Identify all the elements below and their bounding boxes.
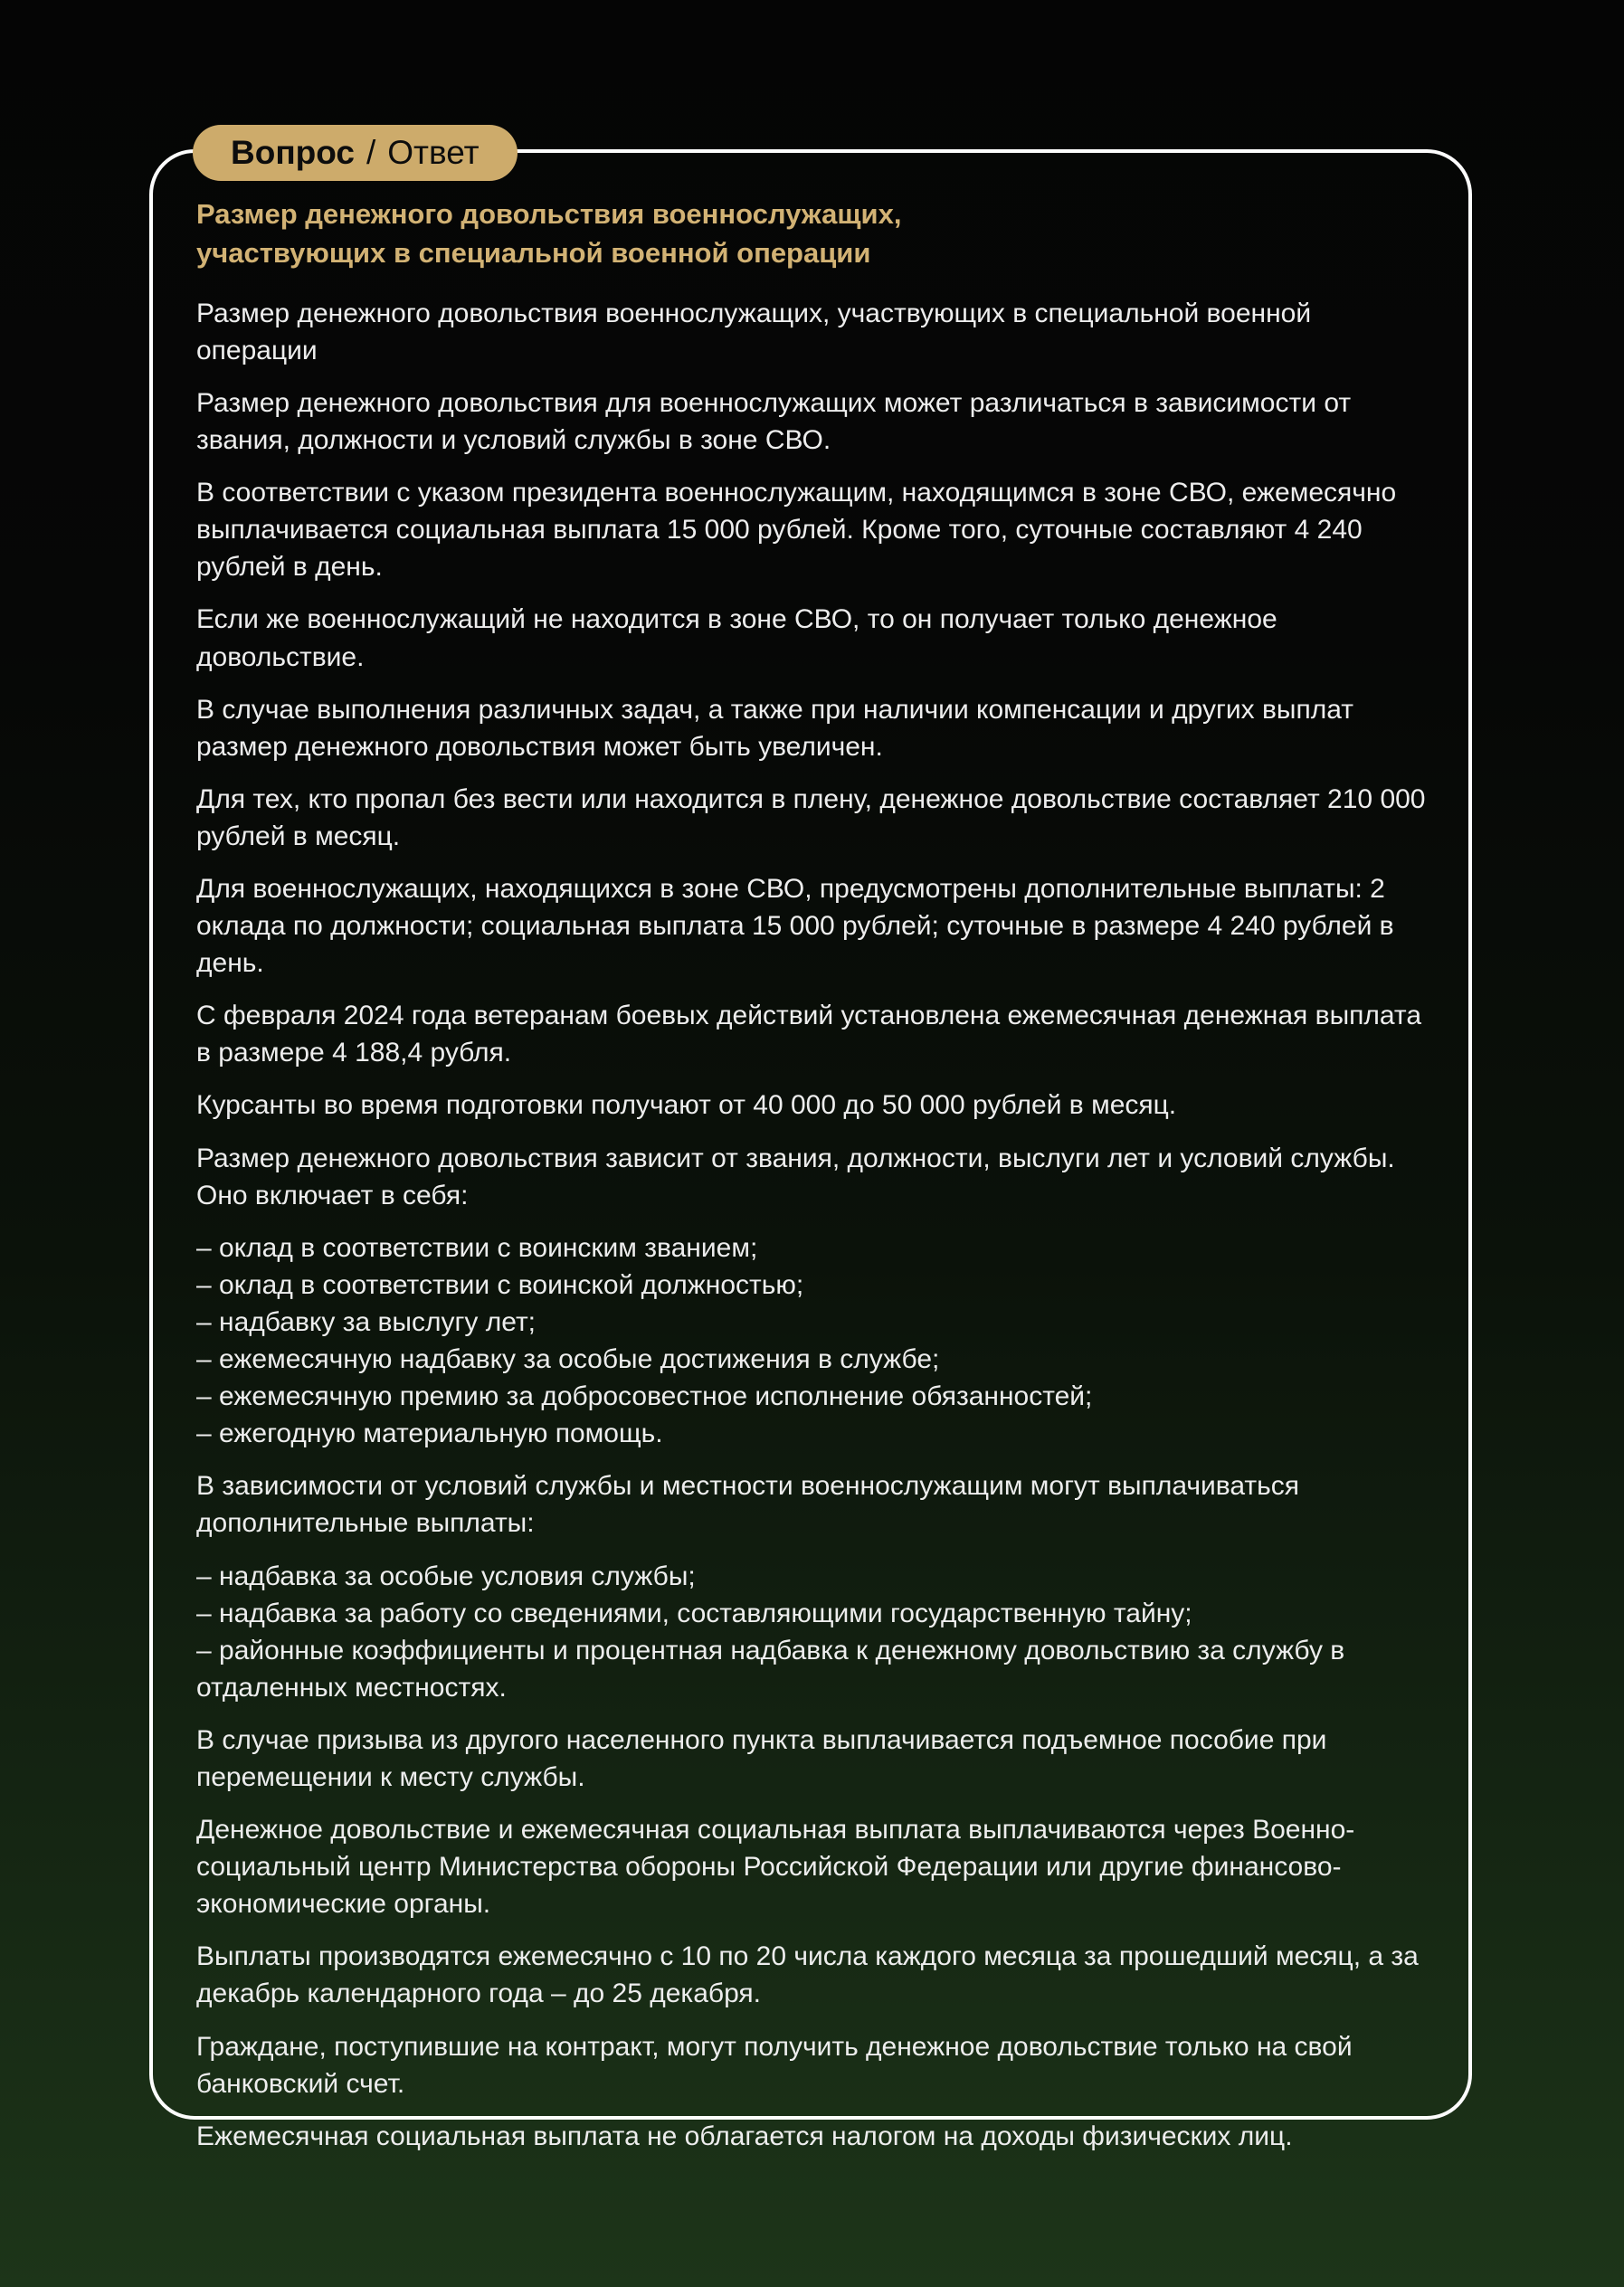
page-title-line1: Размер денежного довольствия военнослужащих, [196, 198, 902, 230]
page-title [196, 195, 1427, 273]
paragraph: Размер денежного довольствия военнослужащих, участвующих в специальной военной операции [196, 298, 1312, 365]
list-item: – ежегодную материальную помощь. [196, 1419, 663, 1449]
list-item: – надбавку за выслугу лет; [196, 1306, 537, 1337]
list-item: – оклад в соответствии с воинским званием; [196, 1232, 758, 1263]
paragraph: Выплаты производятся ежемесячно с 10 по 20 числа каждого месяца за прошедший месяц, а за декабрь календарного года – до 25 декабря. [196, 1941, 1419, 2009]
badge-answer-label: Ответ [387, 134, 480, 171]
page-title-line2: участвующих в специальной военной операции [196, 237, 871, 270]
paragraph: В случае призыва из другого населенного пункта выплачивается подъемное пособие при перемещении к месту службы. [196, 1724, 1327, 1792]
paragraph: В случае выполнения различных задач, а также при наличии компенсации и других выплат размер денежного довольствия может быть увеличен. [196, 694, 1354, 762]
additional-payments-list [196, 1558, 1427, 1706]
paragraph: Для военнослужащих, находящихся в зоне СВО, предусмотрены дополнительные выплаты: 2 оклада по должности; социальная выплата 15 000 рублей; суточные в размере 4 240 рублей в день. [196, 874, 1394, 979]
list-item: – надбавка за особые условия службы; [196, 1561, 696, 1591]
list-item: – оклад в соответствии с воинской должностью; [196, 1269, 804, 1300]
paragraph: Ежемесячная социальная выплата не облагается налогом на доходы физических лиц. [196, 2121, 1293, 2151]
paragraph: Граждане, поступившие на контракт, могут получить денежное довольствие только на свой банковский счет. [196, 2031, 1353, 2099]
paragraph: Размер денежного довольствия зависит от звания, должности, выслуги лет и условий службы. Оно включает в себя: [196, 1143, 1395, 1210]
badge-question-label: Вопрос [231, 134, 355, 171]
benefits-list [196, 1229, 1427, 1453]
paragraph: Если же военнослужащий не находится в зоне СВО, то он получает только денежное довольствие. [196, 604, 1277, 672]
paragraph: Курсанты во время подготовки получают от 40 000 до 50 000 рублей в месяц. [196, 1090, 1177, 1121]
badge-slash-separator: / [366, 134, 376, 171]
paragraph: В соответствии с указом президента военнослужащим, находящимся в зоне СВО, ежемесячно выплачивается социальная выплата 15 000 рублей. Кроме того, суточные составляют 4 240 рублей в день. [196, 478, 1397, 583]
paragraph: С февраля 2024 года ветеранам боевых действий установлена ежемесячная денежная выплата в размере 4 188,4 рубля. [196, 1001, 1421, 1068]
paragraph: Для тех, кто пропал без вести или находится в плену, денежное довольствие составляет 210 000 рублей в месяц. [196, 783, 1426, 851]
list-item: – районные коэффициенты и процентная надбавка к денежному довольствию за службу в отдаленных местностях. [196, 1635, 1345, 1703]
card-content [153, 153, 1468, 2151]
list-item: – ежемесячную премию за добросовестное исполнение обязанностей; [196, 1381, 1093, 1412]
paragraph: В зависимости от условий службы и местности военнослужащим могут выплачиваться дополнительные выплаты: [196, 1471, 1300, 1539]
list-item: – надбавка за работу со сведениями, составляющими государственную тайну; [196, 1598, 1192, 1628]
list-item: – ежемесячную надбавку за особые достижения в службе; [196, 1344, 940, 1375]
paragraph: Размер денежного довольствия для военнослужащих может различаться в зависимости от звания, должности и условий службы в зоне СВО. [196, 387, 1352, 456]
paragraph: Денежное довольствие и ежемесячная социальная выплата выплачиваются через Военно-социальный центр Министерства обороны Российской Федерации или другие финансово-экономические органы. [196, 1815, 1355, 1920]
qa-card [149, 134, 1472, 2151]
